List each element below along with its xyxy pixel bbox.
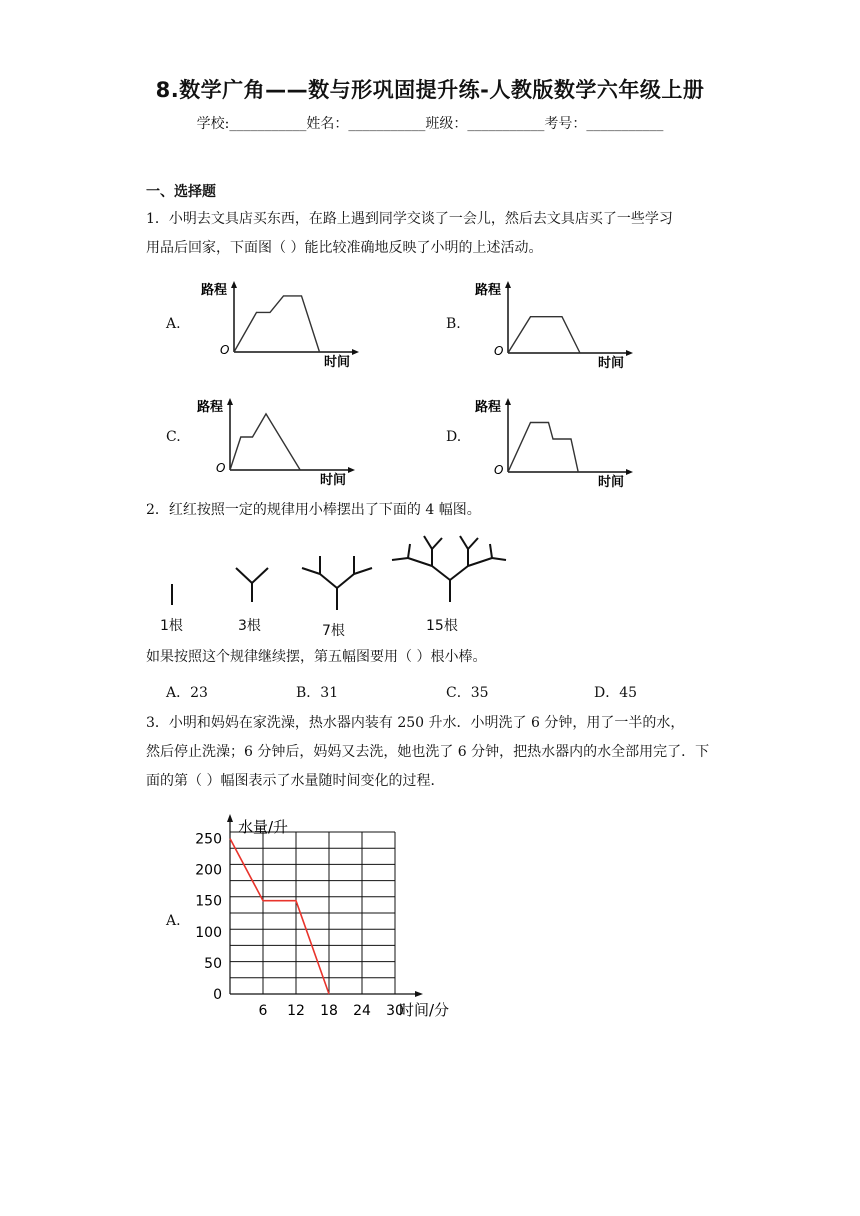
q1-option-b-label: B. xyxy=(446,316,461,332)
section-heading: 一、选择题 xyxy=(146,184,216,200)
x-tick-label: 6 xyxy=(258,1003,268,1019)
question-3-line-1: 3．小明和妈妈在家洗澡，热水器内装有 250 升水．小明洗了 6 分钟，用了一半的水， xyxy=(146,715,685,731)
q1-option-d-label: D. xyxy=(446,429,462,445)
student-info-line: 学校:___________姓名：___________班级：___________考号：___________ xyxy=(196,116,664,132)
fig3-label: 7根 xyxy=(322,623,345,639)
graph-y-label: 路程 xyxy=(475,283,502,298)
graph-y-label: 路程 xyxy=(197,400,224,415)
q1-graph-c xyxy=(190,395,360,495)
x-axis-arrow xyxy=(626,350,633,356)
graph-x-label: 时间 xyxy=(324,355,351,370)
q1-option-c-label: C. xyxy=(166,429,181,445)
q2-option-c: C．35 xyxy=(446,685,489,701)
graph-origin: O xyxy=(494,463,504,477)
y-axis-arrow xyxy=(227,814,233,822)
y-tick-label: 100 xyxy=(195,924,222,941)
question-3-line-3: 面的第（ ）幅图表示了水量随时间变化的过程． xyxy=(146,773,445,789)
fig2-label: 3根 xyxy=(238,618,261,634)
graph-x-label: 时间 xyxy=(598,475,625,490)
question-1-line-2: 用品后回家，下面图（ ）能比较准确地反映了小明的上述活动。 xyxy=(146,240,543,256)
graph-y-label: 路程 xyxy=(201,283,228,298)
q1-option-a-label: A. xyxy=(166,316,181,332)
graph-origin: O xyxy=(220,343,230,357)
q2-option-b: B．31 xyxy=(296,685,339,701)
question-2-prompt: 如果按照这个规律继续摆，第五幅图要用（ ）根小棒。 xyxy=(146,649,487,665)
x-tick-label: 12 xyxy=(287,1003,305,1019)
graph-line xyxy=(508,317,580,353)
x-axis-arrow xyxy=(626,469,633,475)
question-2-text: 2．红红按照一定的规律用小棒摆出了下面的 4 幅图。 xyxy=(146,502,481,518)
q1-graph-a xyxy=(190,278,360,378)
y-tick-label: 200 xyxy=(195,862,222,879)
graph-x-label: 时间 xyxy=(320,473,347,488)
series-line xyxy=(230,838,329,994)
page-title: 8.数学广角——数与形巩固提升练-人教版数学六年级上册 xyxy=(155,78,705,102)
q1-graph-d xyxy=(468,395,638,495)
x-axis-arrow xyxy=(415,991,423,997)
graph-origin: O xyxy=(216,461,226,475)
y-axis-arrow xyxy=(231,281,237,288)
graph-line xyxy=(508,423,578,473)
q2-option-d: D．45 xyxy=(594,685,638,701)
question-3-text xyxy=(146,709,720,796)
x-tick-label: 18 xyxy=(320,1003,338,1019)
q1-graph-b xyxy=(468,278,638,378)
x-tick-label: 24 xyxy=(353,1003,371,1019)
fig3-sticks xyxy=(302,556,372,610)
fig1-label: 1根 xyxy=(160,618,183,634)
y-tick-label: 150 xyxy=(195,893,222,910)
y-axis-arrow xyxy=(505,398,511,405)
fig4-sticks xyxy=(392,536,506,602)
graph-line xyxy=(234,296,320,352)
graph-line xyxy=(230,414,300,470)
y-axis-label: 水量/升 xyxy=(238,818,289,836)
graph-x-label: 时间 xyxy=(598,356,625,371)
x-axis-arrow xyxy=(352,349,359,355)
q3-water-chart xyxy=(190,810,470,1035)
q3-option-a-label: A. xyxy=(166,913,181,929)
fig4-label: 15根 xyxy=(426,618,458,634)
x-axis-label: 时间/分 xyxy=(399,1001,450,1019)
fig2-sticks xyxy=(236,568,268,602)
question-1-line-1: 1．小明去文具店买东西，在路上遇到同学交谈了一会儿，然后去文具店买了一些学习 xyxy=(146,211,673,227)
graph-y-label: 路程 xyxy=(475,400,502,415)
graph-origin: O xyxy=(494,344,504,358)
y-tick-label: 50 xyxy=(204,955,222,972)
y-tick-label: 0 xyxy=(213,987,222,1003)
y-axis-arrow xyxy=(227,398,233,405)
q2-option-a: A．23 xyxy=(166,685,208,701)
y-axis-arrow xyxy=(505,281,511,288)
x-axis-arrow xyxy=(348,467,355,473)
y-tick-label: 250 xyxy=(195,831,222,848)
question-1-text xyxy=(146,205,726,263)
question-3-line-2: 然后停止洗澡；6 分钟后，妈妈又去洗，她也洗了 6 分钟，把热水器内的水全部用完了．下 xyxy=(146,744,710,760)
x-tick-label: 30 xyxy=(386,1003,404,1019)
